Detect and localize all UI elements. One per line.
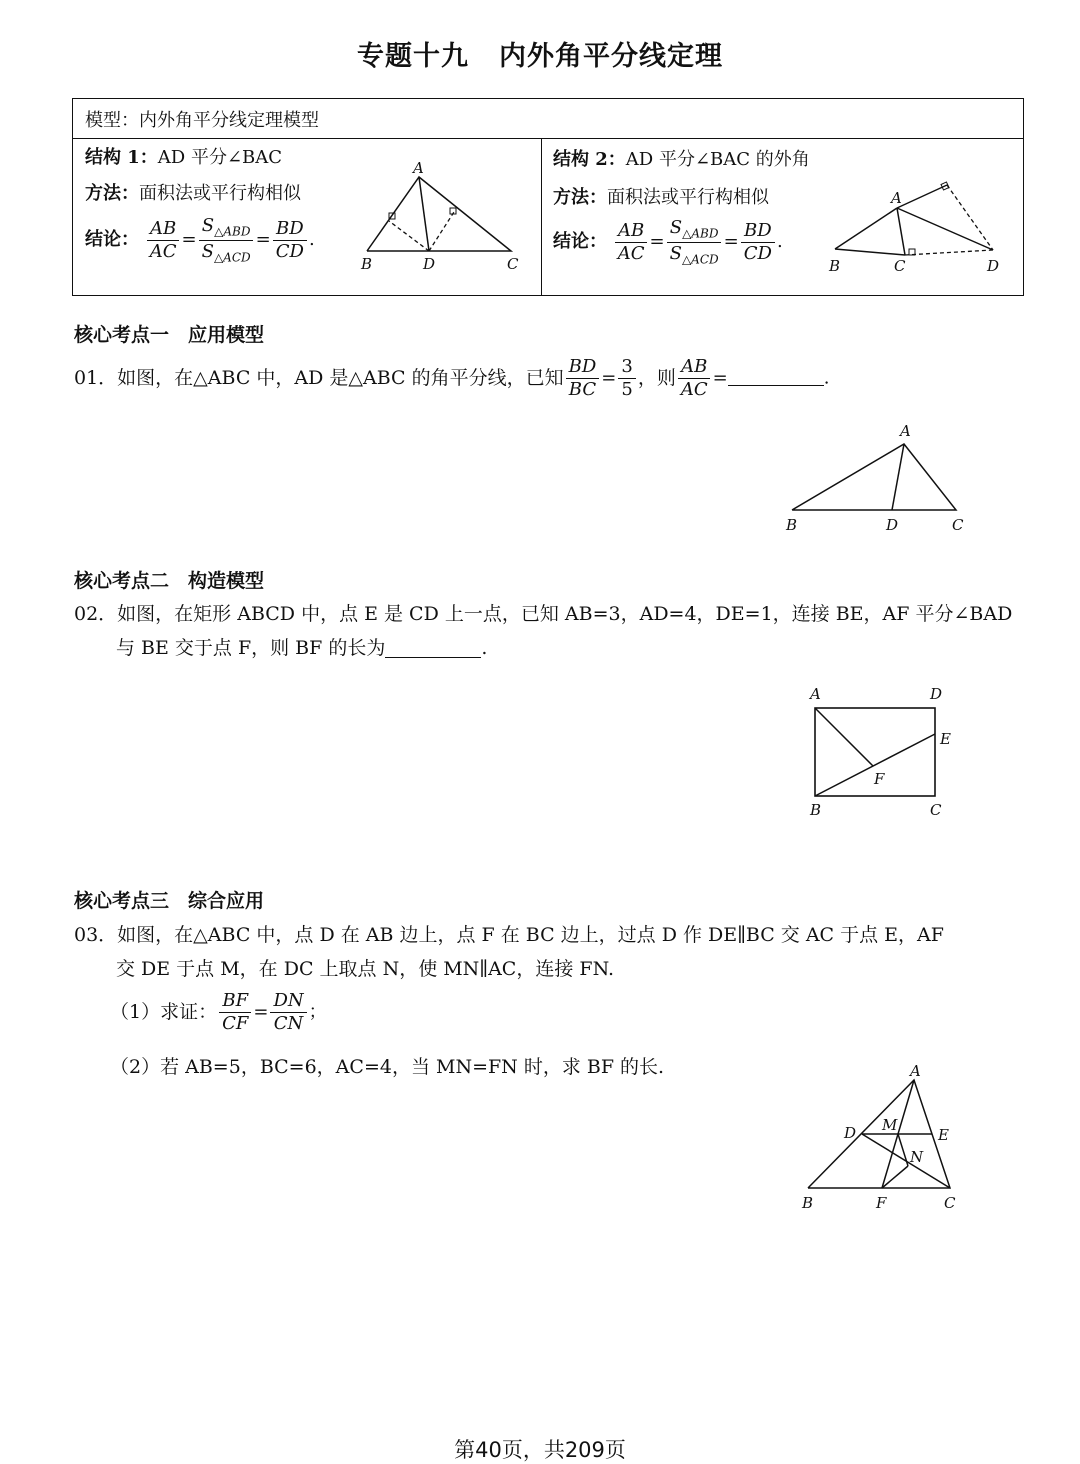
- label-C: C: [894, 257, 906, 275]
- model-divider: [541, 139, 542, 295]
- q2-figure: [800, 682, 970, 824]
- model-left-structure: 结构 1：AD 平分∠BAC: [85, 147, 283, 168]
- label-D: D: [987, 257, 1000, 275]
- label-B: B: [810, 801, 822, 819]
- label-F: F: [876, 1194, 887, 1212]
- answer-blank: [728, 385, 824, 386]
- model-left-conclusion: 结论： $\frac{AB}{AC}$ = $\frac{S_{\triangle ABD}}{S_{\triangle ACD}}$ = $\frac{BD}{CD}$ .: [85, 215, 315, 265]
- question-3-part-1: （1）求证： $\frac{BF}{CF}$ = $\frac{DN}{CN}$ ；: [110, 990, 327, 1034]
- page-number: 第40页，共209页: [454, 1438, 626, 1462]
- fraction: $\frac{BD}{BC}$: [566, 358, 600, 399]
- label-E: E: [938, 1126, 949, 1144]
- fraction: $\frac{DN}{CN}$: [270, 992, 306, 1033]
- section-heading-2: 核心考点二 构造模型: [74, 570, 265, 592]
- label-A: A: [891, 189, 902, 207]
- model-figure-2: [825, 175, 1015, 279]
- q1-figure: [780, 420, 980, 542]
- model-right-method: 方法：面积法或平行构相似: [553, 187, 769, 208]
- label-D: D: [844, 1124, 857, 1142]
- fraction: $\frac{AB}{AC}$: [678, 358, 711, 399]
- fraction: $\frac{BD}{CD}$: [741, 222, 775, 263]
- question-2-line-1: 02．如图，在矩形 ABCD 中，点 E 是 CD 上一点，已知 AB=3，AD=4，DE=1，连接 BE，AF 平分∠BAD: [74, 603, 1013, 625]
- model-figure-1: [353, 155, 533, 275]
- question-2-line-2: 与 BE 交于点 F，则 BF 的长为 .: [116, 637, 488, 659]
- fraction: $\frac{S_{\triangle ABD}}{S_{\triangle ACD}}$: [667, 219, 722, 265]
- fraction: $\frac{3}{5}$: [618, 358, 635, 399]
- label-C: C: [952, 516, 964, 534]
- model-right-structure: 结构 2：AD 平分∠BAC 的外角: [553, 149, 810, 170]
- label-B: B: [361, 255, 373, 273]
- model-right-conclusion: 结论： $\frac{AB}{AC}$ = $\frac{S_{\triangle ABD}}{S_{\triangle ACD}}$ = $\frac{BD}{CD}$ .: [553, 217, 783, 267]
- label-D: D: [423, 255, 436, 273]
- label-C: C: [507, 255, 519, 273]
- question-1: 01．如图，在△ABC 中，AD 是△ABC 的角平分线，已知 $\frac{BD}{BC}$ = $\frac{3}{5}$ ，则 $\frac{AB}{AC}$ = .: [74, 356, 830, 400]
- q3-figure: [794, 1062, 974, 1222]
- model-header: 模型：内外角平分线定理模型: [73, 99, 1023, 139]
- label-N: N: [910, 1148, 924, 1166]
- label-B: B: [786, 516, 798, 534]
- question-3-part-2: （2）若 AB=5，BC=6，AC=4，当 MN=FN 时，求 BF 的长.: [110, 1056, 665, 1078]
- question-3-line-1: 03．如图，在△ABC 中，点 D 在 AB 边上，点 F 在 BC 边上，过点 D 作 DE∥BC 交 AC 于点 E，AF: [74, 924, 944, 946]
- label-B: B: [829, 257, 841, 275]
- section-heading-3: 核心考点三 综合应用: [74, 890, 265, 912]
- label-E: E: [940, 730, 951, 748]
- section-heading-1: 核心考点一 应用模型: [74, 324, 265, 346]
- page-title: 专题十九 内外角平分线定理: [357, 41, 723, 72]
- label-A: A: [900, 422, 911, 440]
- label-D: D: [886, 516, 899, 534]
- label-A: A: [413, 159, 424, 177]
- label-C: C: [930, 801, 942, 819]
- fraction: $\frac{S_{\triangle ABD}}{S_{\triangle ACD}}$: [199, 217, 254, 263]
- fraction: $\frac{BD}{CD}$: [273, 220, 307, 261]
- label-M: M: [882, 1116, 898, 1134]
- fraction: $\frac{AB}{AC}$: [147, 220, 180, 261]
- fraction: $\frac{BF}{CF}$: [219, 992, 251, 1033]
- label-A: A: [810, 685, 821, 703]
- model-box: [72, 98, 1024, 296]
- label-A: A: [910, 1062, 921, 1080]
- model-left-method: 方法：面积法或平行构相似: [85, 183, 301, 204]
- fraction: $\frac{AB}{AC}$: [615, 222, 648, 263]
- answer-blank: [385, 637, 481, 658]
- label-C: C: [944, 1194, 956, 1212]
- label-F: F: [874, 770, 885, 788]
- label-B: B: [802, 1194, 814, 1212]
- question-3-line-2: 交 DE 于点 M，在 DC 上取点 N，使 MN∥AC，连接 FN.: [116, 958, 615, 980]
- label-D: D: [930, 685, 943, 703]
